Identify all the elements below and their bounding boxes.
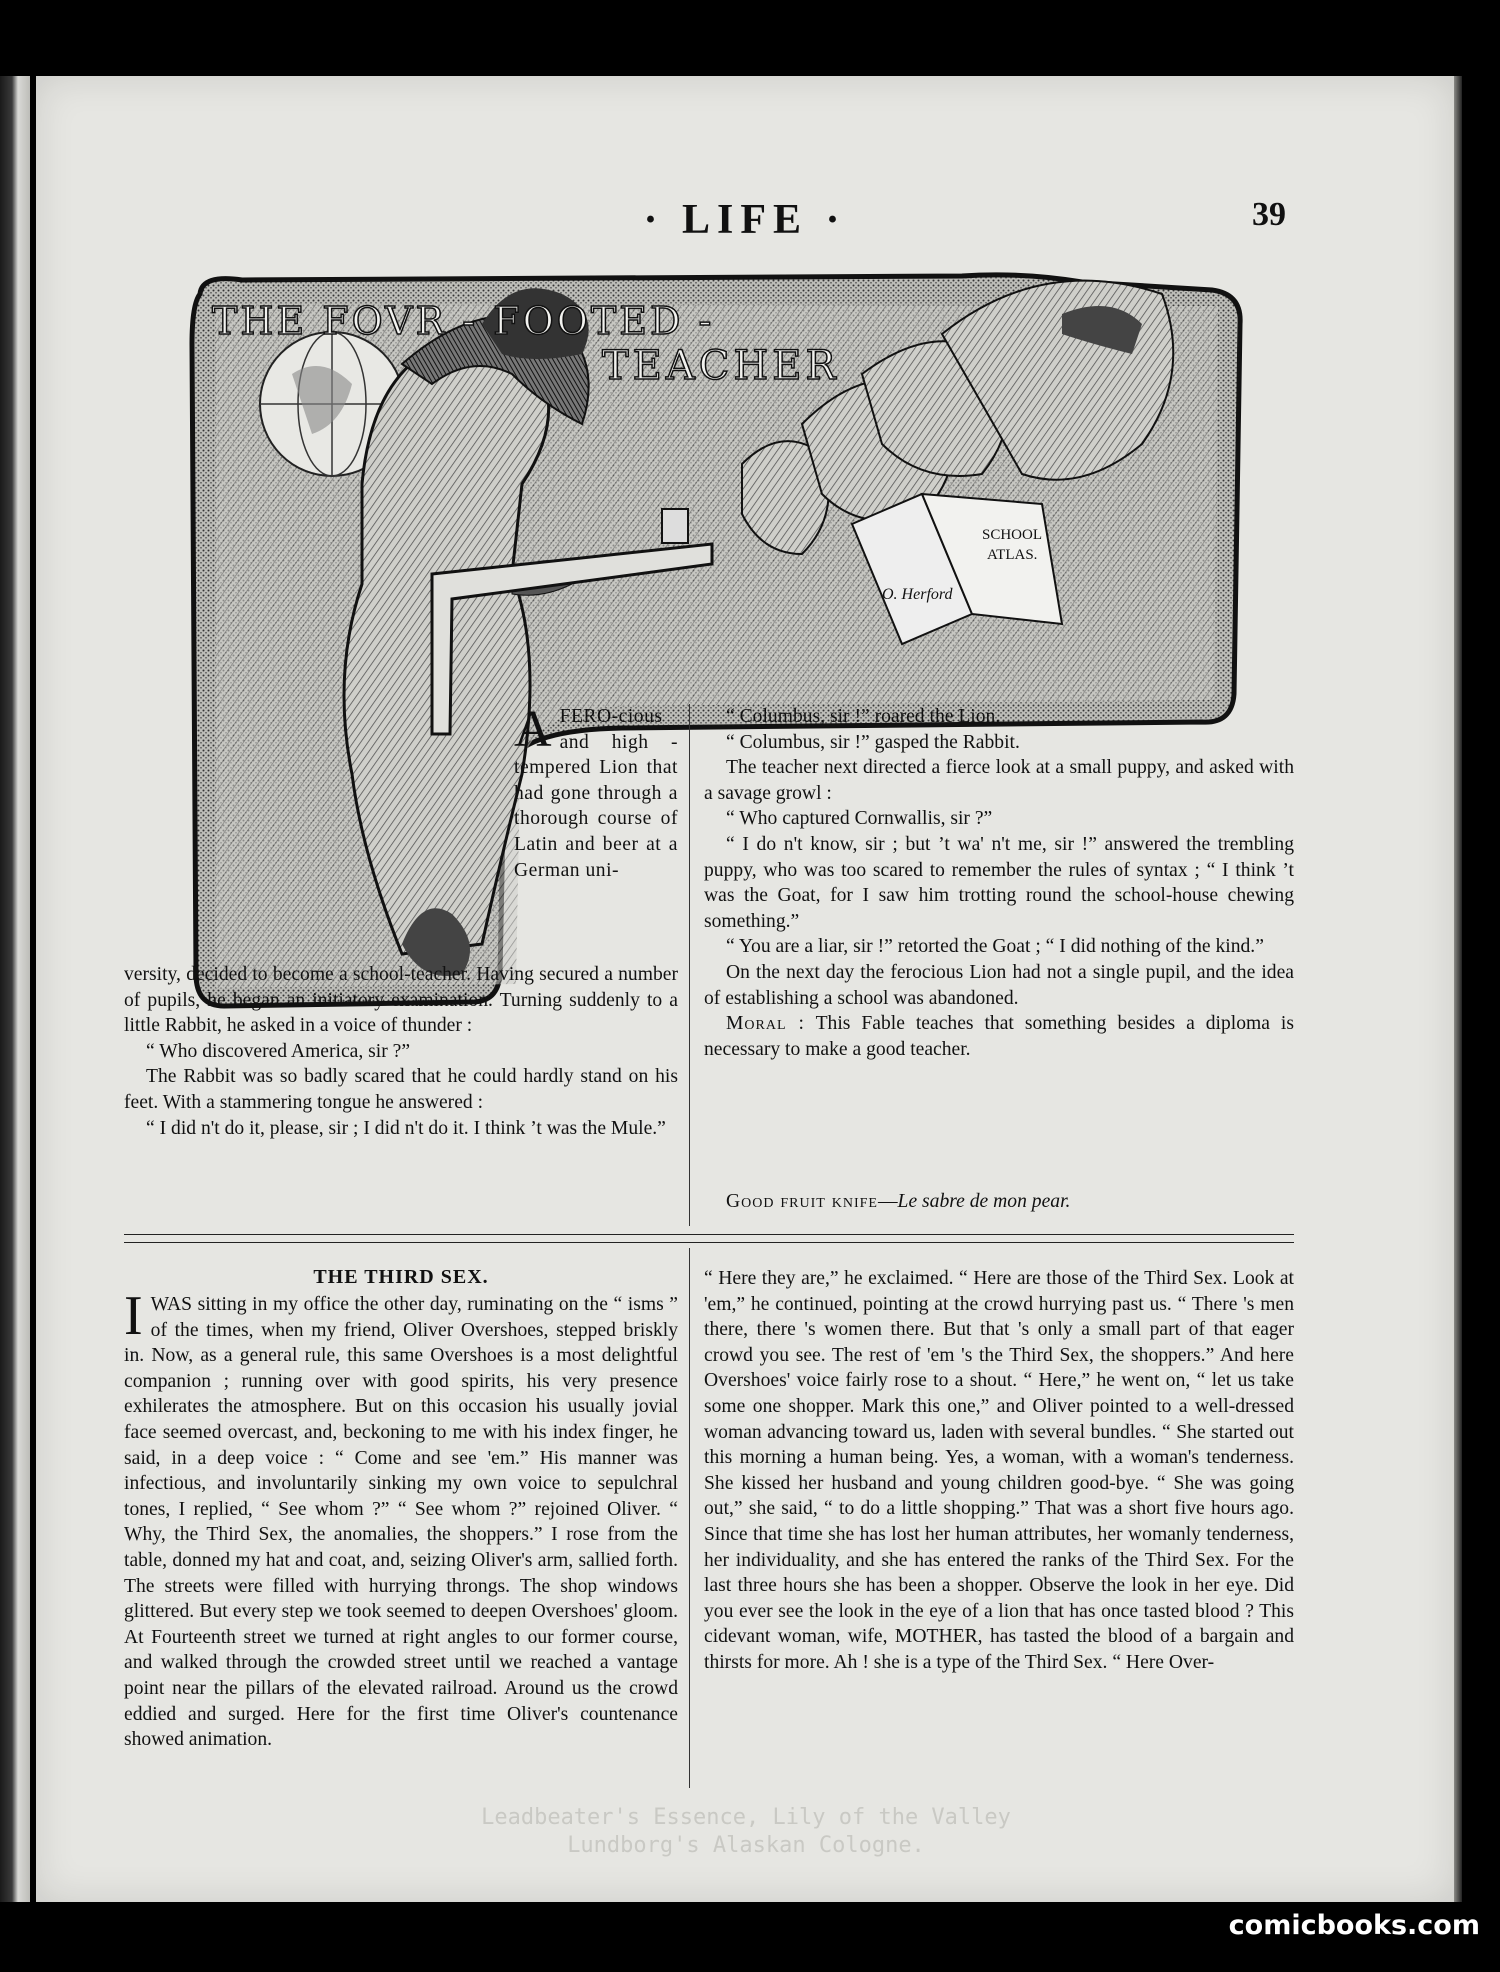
section-rule xyxy=(124,1242,1294,1243)
site-watermark: comicbooks.com xyxy=(1228,1910,1480,1941)
third-sex-paragraph xyxy=(124,1285,678,1753)
third-sex-dropcap: I xyxy=(124,1285,143,1347)
section-rule xyxy=(124,1234,1294,1235)
fable-paragraph: The teacher next directed a fierce look at a small puppy, and asked with a savage growl : xyxy=(704,757,1294,804)
moral-label: Moral : xyxy=(726,1013,805,1035)
bleed-through-text xyxy=(396,1804,1096,1860)
previous-page-edge xyxy=(0,76,30,1902)
joke-label: Good fruit knife xyxy=(726,1191,878,1212)
magazine-page xyxy=(36,76,1454,1902)
fable-intro xyxy=(514,701,678,883)
fable-dropcap: A xyxy=(514,701,552,758)
svg-text:ATLAS.: ATLAS. xyxy=(987,547,1038,563)
good-fruit-knife-joke xyxy=(704,1191,1294,1213)
bleed-through-line: Leadbeater's Essence, Lily of the Valley xyxy=(481,1805,1011,1830)
svg-text:TEACHER: TEACHER xyxy=(602,343,840,389)
third-sex-left-column xyxy=(124,1285,678,1753)
third-sex-right-column xyxy=(704,1266,1294,1676)
column-divider xyxy=(689,704,690,1226)
fable-paragraph: “ Columbus, sir !” roared the Lion. xyxy=(726,706,1001,727)
book-label: SCHOOL xyxy=(982,527,1043,543)
masthead: · LIFE · xyxy=(643,197,847,243)
article-title: THE THIRD SEX. xyxy=(313,1266,489,1288)
fable-left-column xyxy=(124,962,678,1141)
fable-paragraph: The Rabbit was so badly scared that he could hardly stand on his feet. With a stammering tongue he answered : xyxy=(124,1066,678,1113)
moral-text: This Fable teaches that something besides a diploma is necessary to make a good teacher. xyxy=(704,1013,1295,1060)
fable-paragraph: “ I do n't know, sir ; but ’t wa' n't me, sir !” answered the trembling puppy, who was too scared to remember the rules of syntax ; “ I think ’t was the Goat, for I saw him trotting round the school-house chewing something.” xyxy=(704,833,1294,932)
page-number: 39 xyxy=(1252,196,1286,233)
page-right-edge xyxy=(1454,76,1462,1902)
fable-paragraph: “ Who discovered America, sir ?” xyxy=(146,1040,411,1062)
fable-intro-text: FERO-cious and high - tempered Lion that had gone through a thorough course of Latin and beer at a German uni- xyxy=(514,706,678,881)
third-sex-right-text: “ Here they are,” he exclaimed. “ Here are those of the Third Sex. Look at 'em,” he continued, pointing at the crowd hurrying past us. “ There 's men there, there 's women there. But that 's only a small part of that eager crowd you see. The rest of 'em 's the Third Sex, the shoppers.” And here Overshoes' voice fairly rose to a shout. “ Here,” he went on, “ let us take some one shopper. Mark this one,” and Oliver pointed to a well-dressed woman advancing toward us, laden with several bundles. “ She started out this morning a human being. Yes, a woman, with a woman's tenderness. She kissed her husband and young children good-bye. “ She was going out,” she said, “ to do a little shopping.” That was a short five hours ago. Since that time she has lost her human attributes, her womanly tenderness, her individuality, and she has entered the ranks of the Third Sex. For the last three hours she has been a shopper. Observe the look in her eye. Did you ever see the look in the eye of a lion that has once tasted blood ? This cidevant woman, wife, MOTHER, has tasted the blood of a bargain and thirsts for more. Ah ! she is a type of the Third Sex. “ Here Over- xyxy=(704,1268,1294,1673)
fable-paragraph: “ Who captured Cornwallis, sir ?” xyxy=(726,808,993,830)
joke-dash: — xyxy=(877,1191,898,1212)
fable-right-column xyxy=(704,704,1294,1062)
joke-punchline: Le sabre de mon pear. xyxy=(897,1191,1071,1212)
fable-paragraph: “ I did n't do it, please, sir ; I did n't do it. I think ’t was the Mule.” xyxy=(146,1117,666,1139)
third-sex-left-text: WAS sitting in my office the other day, ruminating on the “ isms ” of the times, when my friend, Oliver Overshoes, stepped briskly in. Now, as a general rule, this same Overshoes is a most delightful companion ; running over with good spirits, his very presence exhilerates the atmosphere. But on this occasion his usually jovial face seemed overcast, and, beckoning to me with his index finger, he said, in a deep voice : “ Come and see 'em.” His manner was infectious, and involuntarily sinking my own voice to sepulchral tones, I replied, “ See whom ?” “ See whom ?” rejoined Oliver. “ Why, the Third Sex, the anomalies, the shoppers.” I rose from the table, donned my hat and coat, and, seizing Oliver's arm, sallied forth. The streets were filled with hurrying throngs. The shop windows glittered. But every step we took seemed to deepen Overshoes' gloom. At Fourteenth street we turned at right angles to our former course, and walked through the crowded street until we reached a vantage point near the pillars of the elevated railroad. Around us the crowd eddied and surged. Here for the first time Oliver's countenance showed animation. xyxy=(124,1294,678,1751)
artist-signature: O. Herford xyxy=(882,586,953,603)
fable-continuation: versity, decided to become a school-teacher. Having secured a number of pupils, he began an initiatory examination. Turning suddenly to a little Rabbit, he asked in a voice of thunder : xyxy=(124,964,678,1037)
fable-moral xyxy=(704,1011,1294,1062)
column-divider xyxy=(689,1248,690,1788)
illustration-title: THE FOVR - FOOTED - xyxy=(212,299,715,343)
fable-paragraph: “ You are a liar, sir !” retorted the Goat ; “ I did nothing of the kind.” xyxy=(726,936,1264,958)
fable-paragraph: On the next day the ferocious Lion had not a single pupil, and the idea of establishing a school was abandoned. xyxy=(704,961,1294,1009)
bleed-through-line: Lundborg's Alaskan Cologne. xyxy=(567,1833,925,1858)
fable-paragraph: “ Columbus, sir !” gasped the Rabbit. xyxy=(726,731,1020,753)
inkwell-drawing xyxy=(662,509,688,543)
